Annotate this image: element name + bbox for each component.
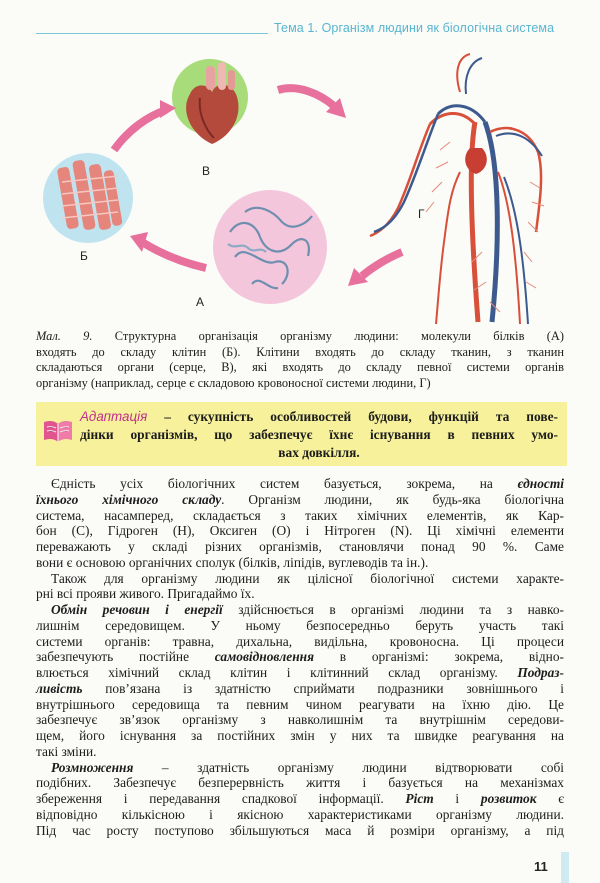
page-number: 11 (534, 859, 548, 874)
label-v: В (202, 164, 211, 178)
page-edge-tab (561, 852, 569, 883)
figure-illustration (30, 52, 575, 327)
figure-9 (30, 52, 575, 327)
circulatory-system-illustration (370, 54, 544, 324)
body-heart-icon (465, 148, 487, 174)
definition-box (36, 402, 567, 466)
definition-text: Адаптація – сукупність особливостей будови, функцій та пове- дінки організмів, що забезпечує їхнє існування в певних умо- вах довкілля. (80, 409, 558, 460)
paragraph-chemical-unity: Єдність усіх біологічних систем базується, зокрема, на єдності їхнього хімічного складу. Організм людини, як будь-яка біологічна система, насамперед, складається з таких хімічних елементів, як Кар- бон (С), Гідроген (Н), Оксиген (О) і Нітроген (N). Ці хімічні елементи переважають у складі різних організмів, становлячи понад 90 %. Саме вони є основою органічних сполук (білків, ліпідів, вуглеводів та ін.). (36, 476, 564, 570)
paragraph-reproduction: Розмноження – здатність організму людини відтворювати собі подібних. Забезпечує безперервність життя і базується на механізмах збереження і передавання спадкової інформації. Ріст і розвиток є відповідно кількісною і якісною характеристиками організму людини. Під час росту поступово збільшуються маса й розміри організму, а під (36, 759, 564, 838)
arrow-heart-to-body (278, 88, 346, 118)
label-g: Г (418, 207, 425, 221)
paragraph-life-properties: Також для організму людини як цілісної біологічної системи характе- рні всі прояви живого. Пригадаймо їх. (36, 570, 564, 602)
arrow-muscle-to-heart (114, 100, 176, 150)
figure-number: Мал. 9. (36, 329, 93, 343)
body-text (36, 476, 564, 838)
definition-term: Адаптація (80, 409, 148, 424)
label-b: Б (80, 249, 88, 263)
label-a: А (196, 295, 205, 309)
figure-caption: Мал. 9. Структурна організація організму людини: молекули білків (А) входять до складу клітин (Б). Клітини входять до складу тканин, з тканин складаються органи (серце, В), які входять до складу певної системи органів організму (наприклад, серце є складовою кровоносної системи людини, Г) (36, 329, 564, 390)
arrow-protein-to-muscle (130, 232, 206, 268)
open-book-icon (42, 418, 74, 444)
header-rule (36, 33, 268, 34)
paragraph-metabolism: Обмін речовин і енергії здійснюється в організмі людини та з навко- лишнім середовищем. У ньому безпосередньо беруть участь такі системи органів: травна, дихальна, видільна, кровоносна. Ці процеси забезпечують постійне самовідновлення в організмі: зокрема, відно- влюється хімічний склад клітин і клітинний склад організму. Подраз- ливість пов’язана із здатністю сприймати подразники зовнішнього і внутрішнього середовища та певним чином реагувати на їхню дію. Це забезпечує зв’язок організму з навколишнім та внутрішнім середови- щем, його існування за постійних змін у них та швидке реагування на такі зміни. (36, 602, 564, 759)
arrow-body-to-protein (348, 252, 402, 286)
running-header: Тема 1. Організм людини як біологічна система (274, 21, 555, 35)
